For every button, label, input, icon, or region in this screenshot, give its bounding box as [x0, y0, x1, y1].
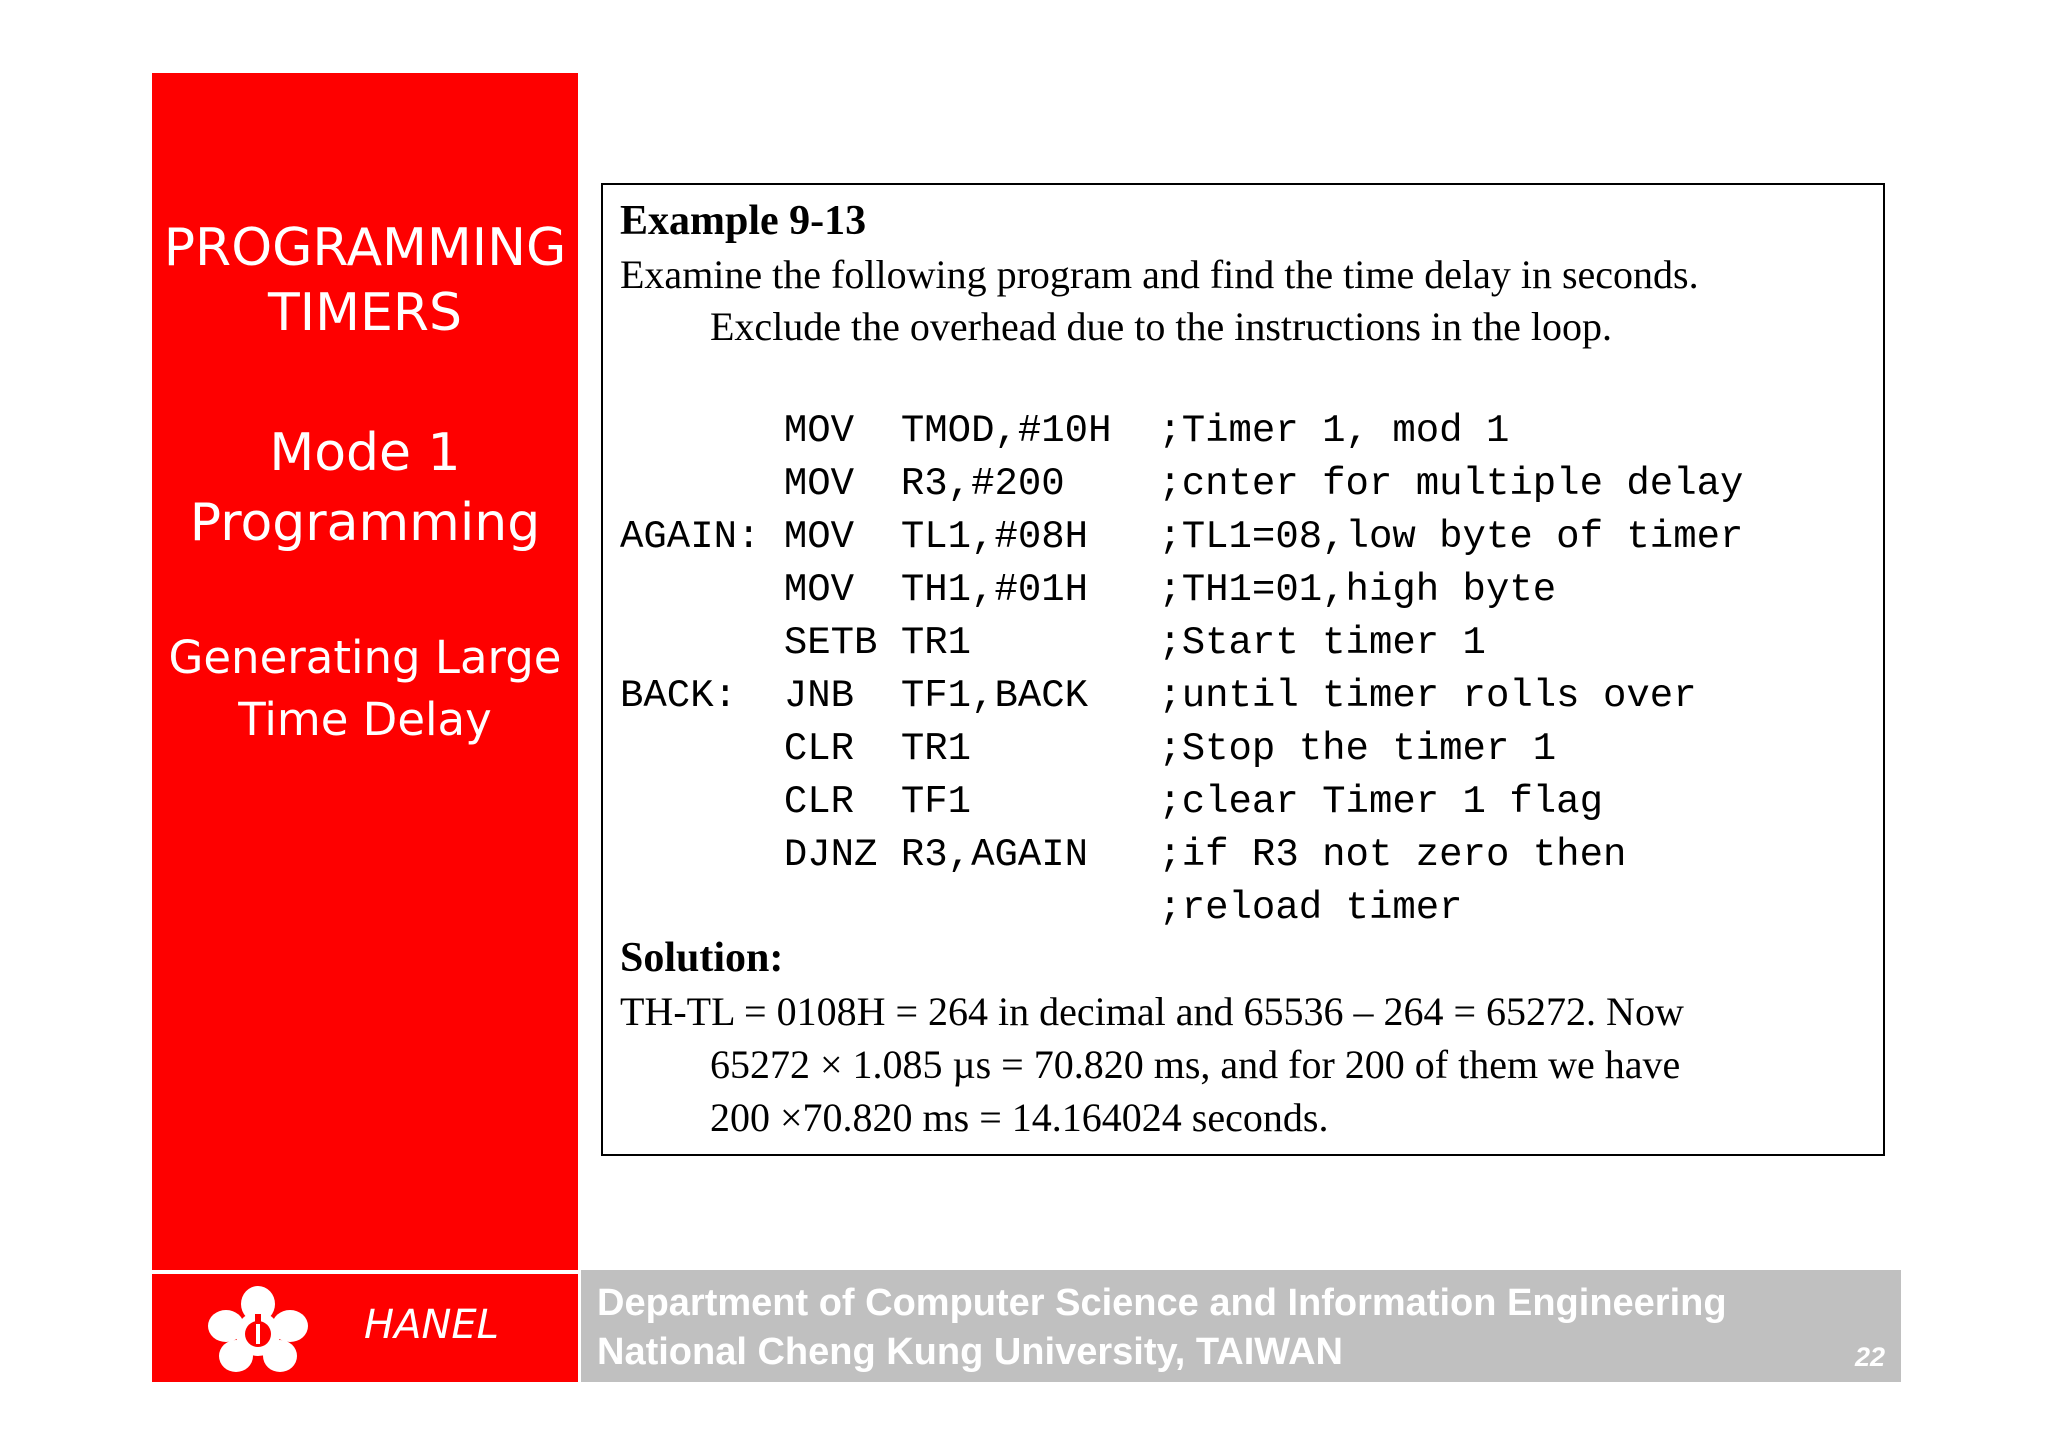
- code-op: MOV: [783, 462, 901, 506]
- code-line: [620, 670, 1743, 723]
- code-comment: ;clear Timer 1 flag: [1158, 780, 1603, 824]
- sidebar-title-line2: TIMERS: [268, 283, 462, 343]
- sidebar-topic-line2: Time Delay: [238, 693, 492, 746]
- code-op: CLR: [783, 727, 901, 771]
- code-comment: ;TH1=01,high byte: [1158, 568, 1557, 612]
- code-op: JNB: [783, 674, 901, 718]
- code-line: [620, 458, 1743, 511]
- code-line: [620, 405, 1743, 458]
- code-line: [620, 564, 1743, 617]
- department-name: Department of Computer Science and Information Engineering: [597, 1282, 1727, 1324]
- author-label: HANEL: [364, 1302, 499, 1348]
- sidebar-section-line1: Mode 1: [269, 423, 461, 483]
- code-comment: ;until timer rolls over: [1158, 674, 1697, 718]
- code-op: MOV: [783, 409, 901, 453]
- code-comment: ;reload timer: [1158, 886, 1463, 930]
- ncku-flower-logo-icon: [204, 1284, 312, 1376]
- sidebar-panel: [152, 73, 578, 1270]
- sidebar-title-line1: PROGRAMMING: [163, 218, 567, 278]
- code-label: [620, 621, 784, 665]
- code-op: MOV: [783, 568, 901, 612]
- code-arg: TH1,#01H: [900, 568, 1159, 612]
- example-prompt-line2: Exclude the overhead due to the instructions in the loop.: [710, 304, 1612, 349]
- code-comment: ;TL1=08,low byte of timer: [1158, 515, 1744, 559]
- solution-line1: TH-TL = 0108H = 264 in decimal and 65536 – 264 = 65272. Now: [620, 989, 1684, 1034]
- code-line: [620, 829, 1743, 882]
- code-op: [784, 886, 901, 930]
- code-line: [620, 511, 1743, 564]
- code-op: DJNZ: [783, 833, 901, 877]
- footer-left: [152, 1270, 578, 1382]
- code-label: [620, 886, 784, 930]
- code-comment: ;if R3 not zero then: [1158, 833, 1627, 877]
- sidebar-topic-line1: Generating Large: [168, 631, 562, 684]
- code-arg: TR1: [900, 727, 1159, 771]
- code-comment: ;cnter for multiple delay: [1158, 462, 1744, 506]
- example-prompt-line1: Examine the following program and find the time delay in seconds.: [620, 252, 1699, 297]
- code-line: [620, 617, 1743, 670]
- page-number: 22: [1854, 1342, 1885, 1372]
- code-label: [620, 780, 784, 824]
- code-label: [620, 833, 784, 877]
- assembly-code-block: [620, 405, 1743, 935]
- code-line: [620, 882, 1743, 935]
- code-label: [620, 727, 784, 771]
- solution-line3: 200 ×70.820 ms = 14.164024 seconds.: [710, 1095, 1329, 1140]
- code-arg: [901, 886, 1158, 930]
- code-op: CLR: [783, 780, 901, 824]
- solution-line2: 65272 × 1.085 µs = 70.820 ms, and for 200 of them we have: [710, 1042, 1681, 1087]
- code-op: MOV: [783, 515, 901, 559]
- solution-heading: Solution:: [620, 935, 784, 981]
- code-arg: TL1,#08H: [900, 515, 1159, 559]
- code-comment: ;Timer 1, mod 1: [1158, 409, 1510, 453]
- code-label: [620, 409, 784, 453]
- code-arg: TR1: [900, 621, 1159, 665]
- code-label: AGAIN:: [620, 515, 784, 559]
- code-op: SETB: [783, 621, 901, 665]
- sidebar-section-line2: Programming: [189, 493, 541, 553]
- code-arg: R3,AGAIN: [900, 833, 1159, 877]
- code-label: [620, 568, 784, 612]
- footer-right: [581, 1270, 1901, 1382]
- example-heading: Example 9-13: [620, 198, 867, 244]
- code-label: [620, 462, 784, 506]
- code-comment: ;Stop the timer 1: [1158, 727, 1557, 771]
- example-box: [601, 183, 1885, 1156]
- university-name: National Cheng Kung University, TAIWAN: [597, 1331, 1343, 1373]
- code-comment: ;Start timer 1: [1158, 621, 1486, 665]
- code-line: [620, 776, 1743, 829]
- code-arg: R3,#200: [900, 462, 1159, 506]
- code-line: [620, 723, 1743, 776]
- code-arg: TF1,BACK: [900, 674, 1159, 718]
- code-arg: TF1: [900, 780, 1159, 824]
- code-arg: TMOD,#10H: [900, 409, 1159, 453]
- code-label: BACK:: [620, 674, 784, 718]
